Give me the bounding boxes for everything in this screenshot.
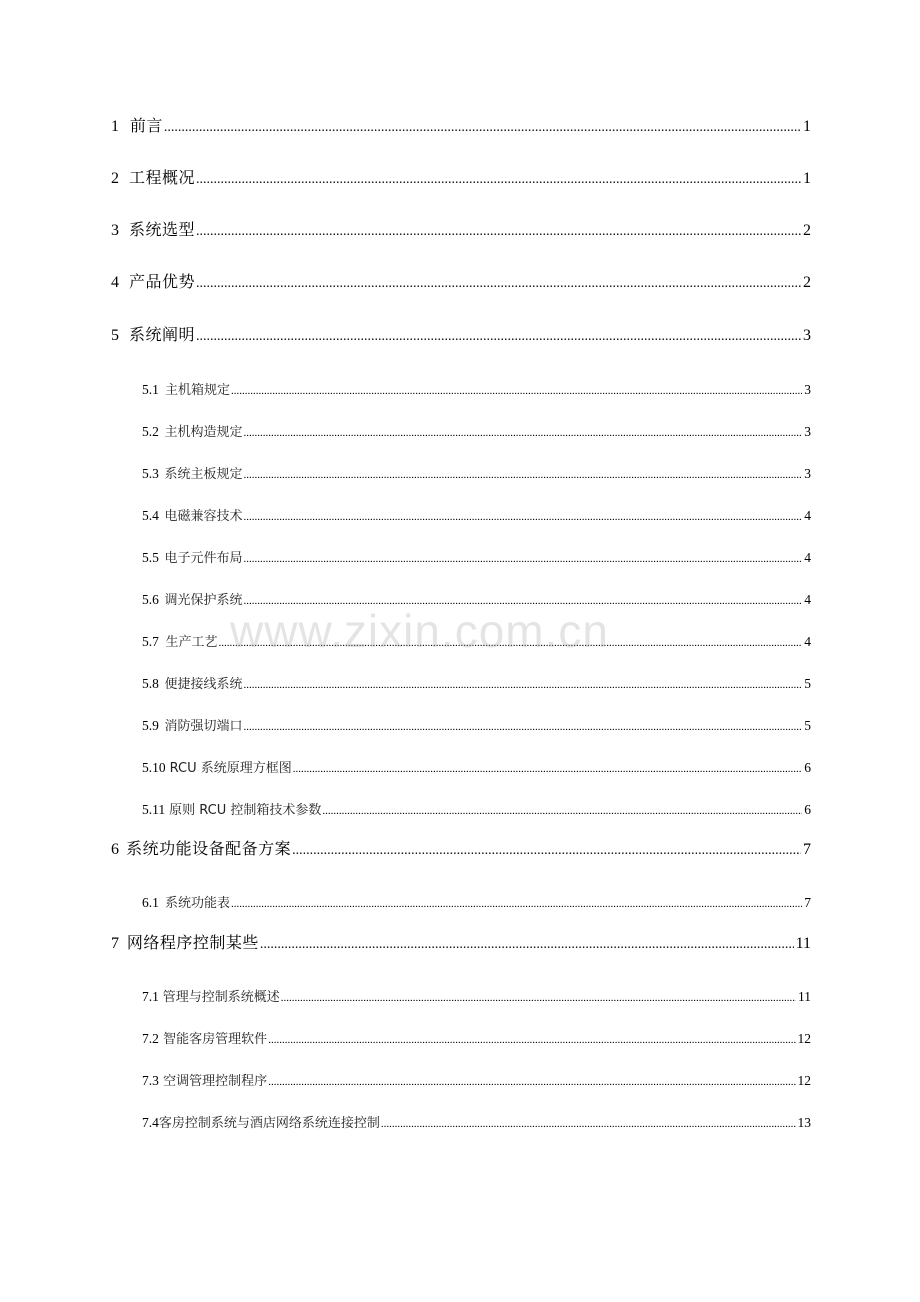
toc-subentry-number: 5.10 (142, 760, 166, 775)
toc-subentry-page: 3 (804, 424, 811, 439)
toc-entry-number: 5 (111, 327, 119, 344)
toc-subentry-title: 主机构造规定 (164, 425, 243, 440)
toc-entry-number: 4 (111, 274, 119, 291)
toc-entry-title: 产品优势 (128, 272, 195, 291)
toc-entry[interactable] (111, 165, 811, 188)
toc-subentry-title: 管理与控制系统概述 (162, 990, 280, 1005)
dot-leader (196, 224, 801, 240)
toc-subentry-number: 5.5 (142, 550, 159, 565)
toc-subentry-number: 5.1 (142, 382, 159, 397)
toc-subentry[interactable] (142, 715, 811, 734)
toc-entry-number: 7 (111, 935, 119, 952)
toc-subentry-title: 生产工艺 (165, 635, 218, 650)
toc-subentry-page: 5 (804, 718, 811, 733)
toc-subentry[interactable] (142, 1112, 811, 1131)
toc-subentry-title: 系统主板规定 (164, 467, 243, 482)
toc-entry-number: 2 (111, 170, 119, 187)
toc-subentry-number: 7.4 (142, 1115, 159, 1130)
toc-subentry[interactable] (142, 673, 811, 692)
dot-leader (243, 721, 802, 733)
toc-subentry-title: 客房控制系统与酒店网络系统连接控制 (158, 1116, 380, 1131)
toc-subentry-title: 原则 RCU 控制箱技术参数 (169, 803, 322, 818)
toc-entry[interactable] (111, 322, 811, 345)
toc-subentry-title: 系统功能表 (164, 896, 230, 911)
toc-entry-page: 7 (803, 841, 811, 858)
toc-entry-title: 系统选型 (128, 220, 195, 239)
dot-leader (196, 329, 801, 345)
toc-entry-title: 前言 (129, 116, 163, 135)
toc-subentry-number: 5.9 (142, 718, 159, 733)
toc-subentry-number: 5.2 (142, 424, 159, 439)
dot-leader (196, 276, 801, 292)
toc-subentry-page: 6 (804, 760, 811, 775)
dot-leader (243, 469, 802, 481)
toc-subentry-page: 4 (804, 634, 811, 649)
dot-leader (292, 843, 801, 859)
toc-subentry[interactable] (142, 1028, 811, 1047)
dot-leader (243, 427, 802, 439)
toc-subentry-title: 便捷接线系统 (164, 677, 243, 692)
toc-subentry-page: 11 (798, 989, 811, 1004)
toc-entry-page: 2 (803, 274, 811, 291)
toc-subentry-number: 5.11 (142, 802, 166, 817)
dot-leader (381, 1118, 796, 1130)
toc-subentry-title: 电子元件布局 (164, 551, 243, 566)
toc-subentry-number: 7.1 (142, 989, 159, 1004)
toc-subentry[interactable] (142, 986, 811, 1005)
toc-subentry-page: 12 (797, 1031, 811, 1046)
toc-entry[interactable] (111, 217, 811, 240)
toc-subentry-title: 消防强切端口 (164, 719, 243, 734)
toc-entry-page: 11 (795, 935, 811, 952)
toc-entry[interactable] (111, 113, 811, 136)
toc-subentry[interactable] (142, 1070, 811, 1089)
toc-entry[interactable] (111, 836, 811, 859)
toc-entry-page: 1 (803, 118, 811, 135)
toc-subentry-title: 空调管理控制程序 (163, 1074, 268, 1089)
toc-subentry-page: 12 (797, 1073, 811, 1088)
dot-leader (231, 385, 802, 397)
toc-subentry[interactable] (142, 547, 811, 566)
toc-subentry-page: 13 (797, 1115, 811, 1130)
toc-subentry-number: 5.4 (142, 508, 159, 523)
toc-entry[interactable] (111, 269, 811, 292)
dot-leader (281, 992, 796, 1004)
toc-entry-title: 网络程序控制某些 (126, 933, 259, 952)
toc-entry-title: 系统功能设备配备方案 (126, 839, 292, 858)
toc-subentry-title: 智能客房管理软件 (163, 1032, 268, 1047)
toc-subentry[interactable] (142, 379, 811, 398)
toc-subentry-page: 6 (804, 802, 811, 817)
toc-entry-title: 工程概况 (128, 168, 195, 187)
toc-subentry-title: 电磁兼容技术 (164, 509, 243, 524)
dot-leader (268, 1034, 795, 1046)
toc-subentry-page: 3 (804, 382, 811, 397)
toc-subentry-number: 7.2 (142, 1031, 159, 1046)
toc-subentry-page: 7 (804, 895, 811, 910)
dot-leader (243, 679, 802, 691)
toc-subentry[interactable] (142, 757, 811, 776)
toc-subentry-title: 主机箱规定 (164, 383, 230, 398)
toc-entry-number: 6 (111, 841, 119, 858)
toc-subentry-page: 4 (804, 508, 811, 523)
toc-subentry-title: 调光保护系统 (164, 593, 243, 608)
dot-leader (196, 172, 801, 188)
toc-subentry-page: 4 (804, 592, 811, 607)
dot-leader (243, 511, 802, 523)
toc-subentry[interactable] (142, 799, 811, 818)
dot-leader (293, 763, 803, 775)
toc-subentry-number: 5.7 (142, 634, 159, 649)
toc-entry-page: 3 (803, 327, 811, 344)
dot-leader (322, 805, 802, 817)
dot-leader (164, 120, 801, 136)
toc-subentry-number: 7.3 (142, 1073, 159, 1088)
toc-subentry[interactable] (142, 463, 811, 482)
toc-subentry[interactable] (142, 505, 811, 524)
dot-leader (243, 553, 802, 565)
dot-leader (231, 898, 802, 910)
toc-subentry-page: 3 (804, 466, 811, 481)
toc-entry[interactable] (111, 930, 811, 953)
toc-subentry-number: 5.3 (142, 466, 159, 481)
toc-subentry[interactable] (142, 892, 811, 911)
toc-entry-number: 3 (111, 222, 119, 239)
dot-leader (268, 1076, 795, 1088)
toc-subentry[interactable] (142, 421, 811, 440)
toc-subentry-page: 4 (804, 550, 811, 565)
toc-entry-title: 系统阐明 (128, 325, 195, 344)
toc-entry-number: 1 (111, 118, 119, 135)
toc-subentry-number: 6.1 (142, 895, 159, 910)
toc-subentry-number: 5.8 (142, 676, 159, 691)
watermark: www.zixin.com.cn (230, 605, 609, 657)
toc-entry-page: 2 (803, 222, 811, 239)
toc-subentry-number: 5.6 (142, 592, 159, 607)
toc-subentry-title: RCU 系统原理方框图 (169, 761, 292, 776)
dot-leader (260, 937, 794, 953)
toc-entry-page: 1 (803, 170, 811, 187)
toc-subentry-page: 5 (804, 676, 811, 691)
